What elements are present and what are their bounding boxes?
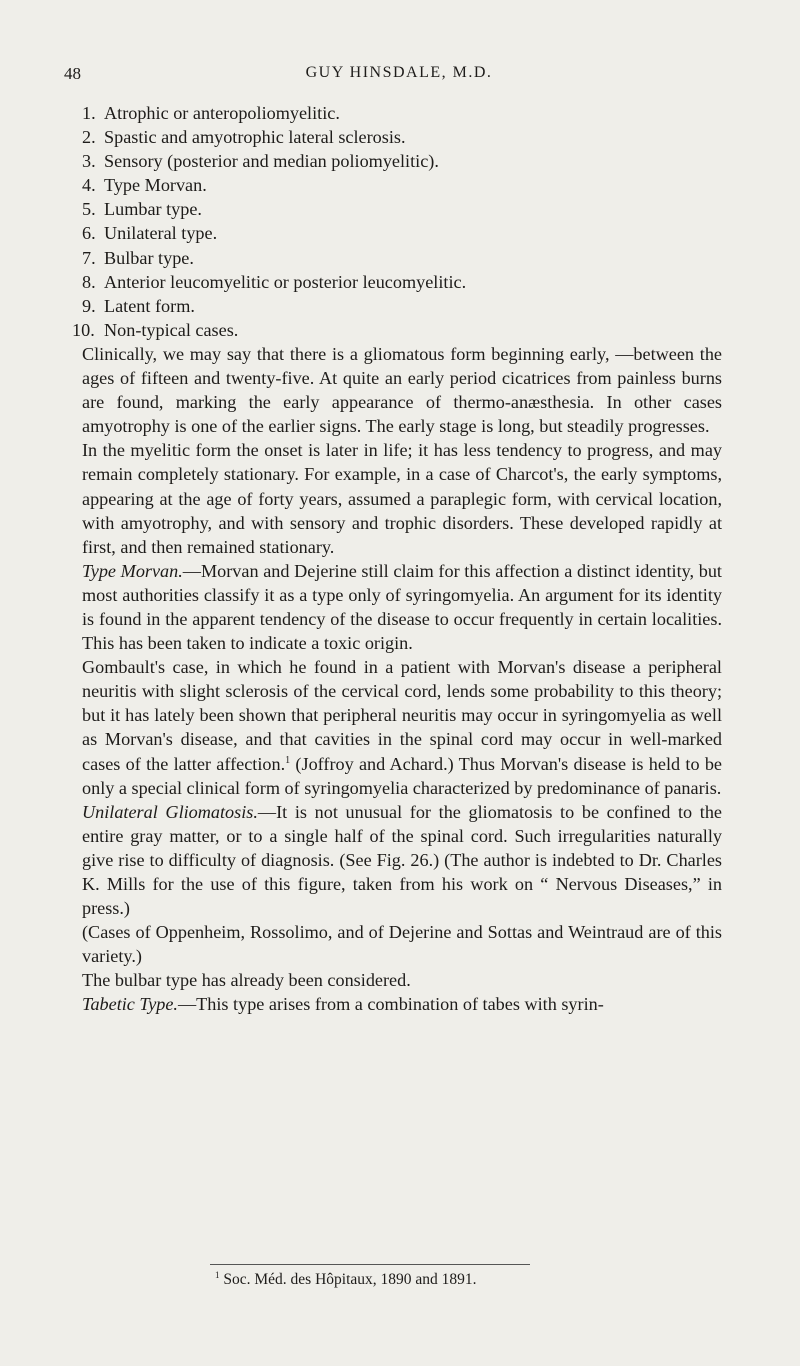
paragraph-text: (Joffroy and Achard.) Thus Morvan's disease is held to be only a special clinical form of syringomyelia characterized by predominance of panaris. xyxy=(82,753,722,798)
footnote xyxy=(215,1270,735,1290)
paragraph-text: —Morvan and Dejerine still claim for this affection a distinct identity, but most authorities classify it as a type only of syringomyelia. An argument for its identity is found in the apparent tendency of the disease to occur frequently in certain localities. This has been taken to indicate a toxic origin. xyxy=(82,560,722,654)
paragraph-myelitic: In the myelitic form the onset is later in life; it has less tendency to progress, and may remain completely stationary. For example, in a case of Charcot's, the early symptoms, appearing at the age of forty years, assumed a paraplegic form, with cervical location, with amyotrophy, and with sensory and trophic disorders. These developed rapidly at first, and then remained stationary. xyxy=(82,440,722,557)
section-heading: Type Morvan. xyxy=(82,560,183,581)
list-item xyxy=(82,173,722,197)
list-number: 2. xyxy=(82,127,96,148)
list-item xyxy=(82,294,722,318)
footnote-marker: 1 xyxy=(285,754,291,766)
list-number: 10. xyxy=(72,319,95,340)
list-number: 9. xyxy=(82,295,96,316)
list-item xyxy=(72,318,722,342)
list-item xyxy=(82,197,722,221)
paragraph-tabetic xyxy=(82,992,722,1016)
running-head: GUY HINSDALE, M.D. xyxy=(305,64,493,81)
list-text: Spastic and amyotrophic lateral sclerosis. xyxy=(104,127,406,148)
list-item xyxy=(82,125,722,149)
paragraph-clinical: Clinically, we may say that there is a gliomatous form beginning early, —between the ages of fifteen and twenty-five. At quite an early period cicatrices from painless burns are found, marking the early appearance of thermo-anæsthesia. In other cases amyotrophy is one of the earlier signs. The early stage is long, but steadily progresses. xyxy=(82,343,722,437)
list-item xyxy=(82,149,722,173)
body-text xyxy=(72,101,722,1017)
list-number: 6. xyxy=(82,223,96,244)
paragraph-cases: (Cases of Oppenheim, Rossolimo, and of Dejerine and Sottas and Weintraud are of this variety.) xyxy=(82,922,722,967)
page-header xyxy=(64,64,714,90)
paragraph-text: —It is not unusual for the gliomatosis to be confined to the entire gray matter, or to a single half of the spinal cord. Such irregularities naturally give rise to difficulty of diagnosis. (See Fig. 26.) (The author is indebted to Dr. Charles K. Mills for the use of this figure, taken from his work on “ Nervous Diseases,” in press.) xyxy=(82,801,722,919)
list-text: Anterior leucomyelitic or posterior leucomyelitic. xyxy=(104,271,467,292)
list-number: 8. xyxy=(82,271,96,292)
list-item xyxy=(82,270,722,294)
list-text: Atrophic or anteropoliomyelitic. xyxy=(104,103,340,123)
section-heading: Tabetic Type. xyxy=(82,994,178,1015)
list-text: Non-typical cases. xyxy=(104,319,239,340)
list-number: 4. xyxy=(82,175,96,196)
list-number: 3. xyxy=(82,151,96,172)
list-text: Type Morvan. xyxy=(104,175,207,196)
paragraph-bulbar: The bulbar type has already been considered. xyxy=(82,970,411,991)
footnote-text: Soc. Méd. des Hôpitaux, 1890 and 1891. xyxy=(219,1271,477,1288)
paragraph-type-morvan xyxy=(82,559,722,655)
list-text: Unilateral type. xyxy=(104,223,218,244)
list-number: 5. xyxy=(82,199,96,220)
list-number: 7. xyxy=(82,247,96,268)
page-number: 48 xyxy=(64,64,81,83)
paragraph-text: —This type arises from a combination of tabes with syrin- xyxy=(177,994,604,1015)
list-item xyxy=(82,221,722,245)
paragraph-gombault xyxy=(82,655,722,800)
paragraph-unilateral xyxy=(82,800,722,920)
section-heading: Unilateral Gliomatosis. xyxy=(82,801,258,822)
paragraph-text: Gombault's case, in which he found in a patient with Morvan's disease a peripheral neuritis with slight sclerosis of the cervical cord, lends some probability to this theory; but it has lately been shown that peripheral neuritis may occur in syringomyelia as well as Morvan's disease, and that cavities in the spinal cord may occur in well-marked cases of the latter affection. xyxy=(82,657,722,774)
list-text: Latent form. xyxy=(104,295,195,316)
classification-list xyxy=(72,101,722,342)
list-number: 1. xyxy=(82,103,96,123)
list-text: Lumbar type. xyxy=(104,199,202,220)
list-item xyxy=(82,101,722,125)
list-text: Bulbar type. xyxy=(104,247,194,268)
footnote-marker: 1 xyxy=(215,1270,220,1280)
list-text: Sensory (posterior and median poliomyelitic). xyxy=(104,151,439,172)
list-item xyxy=(82,246,722,270)
footnote-divider xyxy=(210,1264,530,1265)
